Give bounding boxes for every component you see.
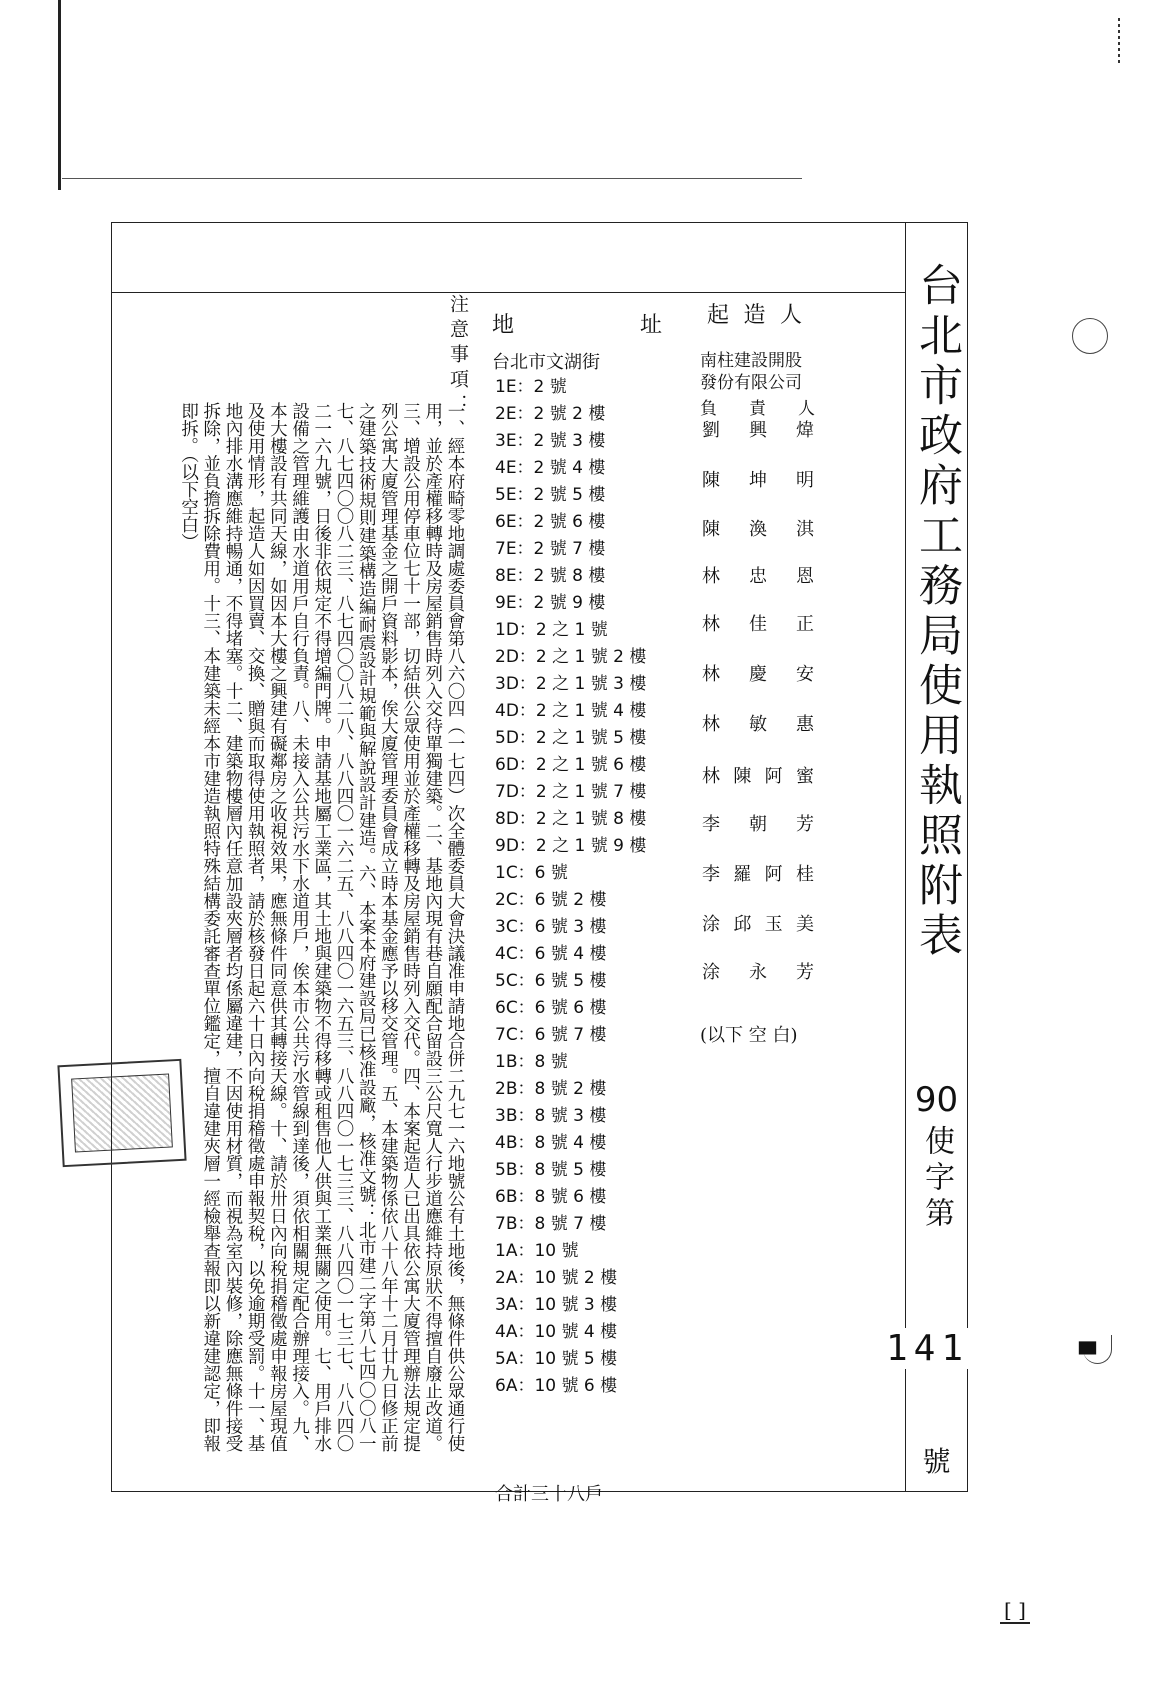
builder-person (702, 860, 814, 886)
builder-person-char: 興 (749, 420, 767, 441)
rep-label-char: 責 (749, 399, 766, 419)
builder-person-char: 明 (796, 470, 814, 491)
address-item: 3A：10 號 3 樓 (495, 1295, 618, 1315)
builder-person (702, 762, 814, 788)
scan-edge-line (58, 0, 61, 190)
builder-person-char: 芳 (796, 962, 814, 983)
builder-person (702, 810, 814, 836)
builder-person (702, 466, 814, 492)
address-item: 2E：2 號 2 樓 (495, 404, 606, 424)
builder-person-char: 正 (796, 614, 814, 635)
address-item: 6B：8 號 6 樓 (495, 1187, 607, 1207)
address-item: 1C：6 號 (495, 863, 568, 883)
address-item: 3E：2 號 3 樓 (495, 431, 606, 451)
rep-label-char: 人 (798, 399, 815, 419)
address-item: 1A：10 號 (495, 1241, 579, 1261)
builder-person-char: 永 (749, 962, 767, 983)
builder-person-char: 劉 (702, 420, 720, 441)
address-item: 1E：2 號 (495, 377, 567, 397)
corner-stamp-icon: [ ] (1000, 1598, 1030, 1624)
builder-person-char: 李 (702, 814, 720, 835)
builder-person-char: 羅 (733, 864, 752, 885)
address-item: 5A：10 號 5 樓 (495, 1349, 618, 1369)
document-title: 台北市政府工務局使用執照附表 (911, 262, 962, 962)
builder-person-char: 蜜 (795, 766, 814, 787)
builder-person (702, 958, 814, 984)
builder-person (702, 416, 814, 442)
top-band-divider (111, 292, 906, 293)
address-item: 4E：2 號 4 樓 (495, 458, 606, 478)
address-item: 6E：2 號 6 樓 (495, 512, 606, 532)
builder-person-char: 林 (702, 714, 720, 735)
address-item: 6A：10 號 6 樓 (495, 1376, 618, 1396)
builder-person (702, 710, 814, 736)
address-item: 3D：2 之 1 號 3 樓 (495, 674, 647, 694)
builder-person-char: 桂 (795, 864, 814, 885)
builder-blank-note: (以下 空 白) (700, 1025, 798, 1046)
builder-header-char: 起 (707, 303, 730, 328)
license-serial: 141 (880, 1328, 975, 1369)
builder-person-char: 煒 (796, 420, 814, 441)
notes-body: 一、經本府畸零地調處委員會第八六〇四（一七四）次全體委員大會決議准申請地合併二九七一六地號公有土地後，無條件供公眾通行使用，並於產權移轉時及房屋銷售時列入交待單獨建築。二、基地內現有巷自願配合留設三公尺寬人行步道應維持原狀不得擅自廢止改道。三、增設公用停車位七十一部，切結供公眾使用並於產權移轉及房屋銷售時列入交代。四、本案起造人已出具依公寓大廈管理辦法規定提列公寓大廈管理基金之開戶資料影本，俟大廈管理委員會成立時本基金應予以移交管理。五、本建築物係依八十八年十二月廿九日修正前之建築技術規則建築構造編耐震設計規範與解說設計建造。六、本案本府建設局已核准設廠，核准文號：北市建二字第八七四〇〇八一七、八七四〇〇八二三、八七四〇〇八二八、八八四〇一六二五、八八四〇一六五三、八八四〇一七三三、八八四〇一七三七、八八四〇二一六九號，日後非依規定不得增編門牌。申請基地屬工業區，其土地與建築物不得移轉或租售他人供與工業無關之使用。七、用戶排水設備之管理維護由水道用戶自行負責。八、未接入公共污水下水道用戶，俟本市公共污水管線到達後，須依相關規定配合辦理接入。九、本大樓設有共同天線，如因本大樓之興建有礙鄰房之收視效果，應無條件同意供其轉接天線。十、請於卅日內向稅捐稽徵處申報房屋現值及使用情形，起造人如因買賣、交換、贈與而取得使用執照者，請於核發日起六十日內向稅捐稽徵處申報契稅，以免逾期受罰。十一、基地內排水溝應維持暢通，不得堵塞。十二、建築物樓層內任意加設夾層者均係屬違建，不因使用材質，而視為室內裝修，除應無條件接受拆除，並負擔拆除費用。十三、本建築未經本市建造執照特殊結構委託審查單位鑑定，擅自違建夾層一經檢舉查報即以新違建認定，即報即拆。（以下空白） (178, 402, 465, 1452)
builder-person-char: 涂 (702, 914, 720, 935)
address-item: 2D：2 之 1 號 2 樓 (495, 647, 647, 667)
builder-person-char: 忠 (749, 566, 767, 587)
notes-title: 注意事項： (447, 294, 469, 419)
builder-person-char: 渙 (749, 519, 767, 540)
license-suffix: 號 (922, 1445, 951, 1478)
address-header-char: 址 (639, 313, 662, 338)
address-item: 3C：6 號 3 樓 (495, 917, 607, 937)
address-item: 7E：2 號 7 樓 (495, 539, 606, 559)
builder-person-char: 林 (702, 566, 720, 587)
builder-person-char: 邱 (733, 914, 752, 935)
address-item: 5B：8 號 5 樓 (495, 1160, 607, 1180)
address-item: 8D：2 之 1 號 8 樓 (495, 809, 647, 829)
address-total: 合計三十八戶 (495, 1484, 603, 1505)
address-item: 2C：6 號 2 樓 (495, 890, 607, 910)
builder-person-char: 坤 (749, 470, 767, 491)
address-item: 5D：2 之 1 號 5 樓 (495, 728, 647, 748)
builder-person (702, 562, 814, 588)
company-line: 發份有限公司 (700, 373, 802, 393)
official-seal-stamp (57, 1059, 186, 1167)
builder-person-char: 阿 (764, 766, 783, 787)
builder-person-char: 敏 (749, 714, 767, 735)
builder-person-char: 芳 (796, 814, 814, 835)
builder-person-char: 涂 (702, 962, 720, 983)
builder-person-char: 惠 (796, 714, 814, 735)
address-item: 8E：2 號 8 樓 (495, 566, 606, 586)
builder-header-char: 人 (779, 303, 802, 328)
address-header (492, 308, 662, 339)
address-item: 1D：2 之 1 號 (495, 620, 608, 640)
address-item: 4A：10 號 4 樓 (495, 1322, 618, 1342)
builder-person-char: 林 (702, 766, 720, 787)
builder-header (707, 298, 802, 329)
address-item: 4D：2 之 1 號 4 樓 (495, 701, 647, 721)
scan-dash-mark (1118, 18, 1120, 66)
address-item: 1B：8 號 (495, 1052, 568, 1072)
address-header-char: 地 (492, 313, 515, 338)
builder-person-char: 慶 (749, 664, 767, 685)
builder-person (702, 910, 814, 936)
punch-hole-icon (1072, 318, 1108, 354)
builder-person-char: 阿 (764, 864, 783, 885)
builder-person-char: 美 (795, 914, 814, 935)
builder-person-char: 陳 (702, 519, 720, 540)
builder-person (702, 515, 814, 541)
address-item: 6D：2 之 1 號 6 樓 (495, 755, 647, 775)
address-item: 9E：2 號 9 樓 (495, 593, 606, 613)
rep-label-char: 負 (700, 399, 717, 419)
address-item: 9D：2 之 1 號 9 樓 (495, 836, 647, 856)
license-label: 使字第 (919, 1125, 954, 1233)
address-item: 7B：8 號 7 樓 (495, 1214, 607, 1234)
address-item: 2A：10 號 2 樓 (495, 1268, 618, 1288)
builder-person-char: 陳 (733, 766, 752, 787)
builder-person-char: 淇 (796, 519, 814, 540)
builder-person-char: 恩 (796, 566, 814, 587)
builder-person-char: 陳 (702, 470, 720, 491)
builder-person-char: 林 (702, 614, 720, 635)
builder-person (702, 610, 814, 636)
builder-person-char: 玉 (764, 914, 783, 935)
address-item: 4C：6 號 4 樓 (495, 944, 607, 964)
builder-header-char: 造 (743, 303, 766, 328)
address-item: 5C：6 號 5 樓 (495, 971, 607, 991)
address-street: 台北市文湖街 (492, 352, 600, 373)
license-year: 90 (914, 1080, 959, 1120)
address-item: 4B：8 號 4 樓 (495, 1133, 607, 1153)
builder-person-char: 李 (702, 864, 720, 885)
address-item: 3B：8 號 3 樓 (495, 1106, 607, 1126)
builder-company (700, 350, 802, 394)
page-side-mark: ▀ (1079, 1343, 1096, 1368)
builder-person-char: 佳 (749, 614, 767, 635)
address-item: 6C：6 號 6 樓 (495, 998, 607, 1018)
seal-inner-icon (71, 1073, 173, 1152)
scan-top-line (62, 178, 802, 179)
address-item: 5E：2 號 5 樓 (495, 485, 606, 505)
builder-person (702, 660, 814, 686)
builder-person-char: 林 (702, 664, 720, 685)
company-line: 南柱建設開股 (700, 351, 802, 371)
address-list (495, 374, 646, 1400)
address-item: 2B：8 號 2 樓 (495, 1079, 607, 1099)
address-item: 7C：6 號 7 樓 (495, 1025, 607, 1045)
address-item: 7D：2 之 1 號 7 樓 (495, 782, 647, 802)
builder-person-char: 朝 (749, 814, 767, 835)
builder-person-char: 安 (796, 664, 814, 685)
